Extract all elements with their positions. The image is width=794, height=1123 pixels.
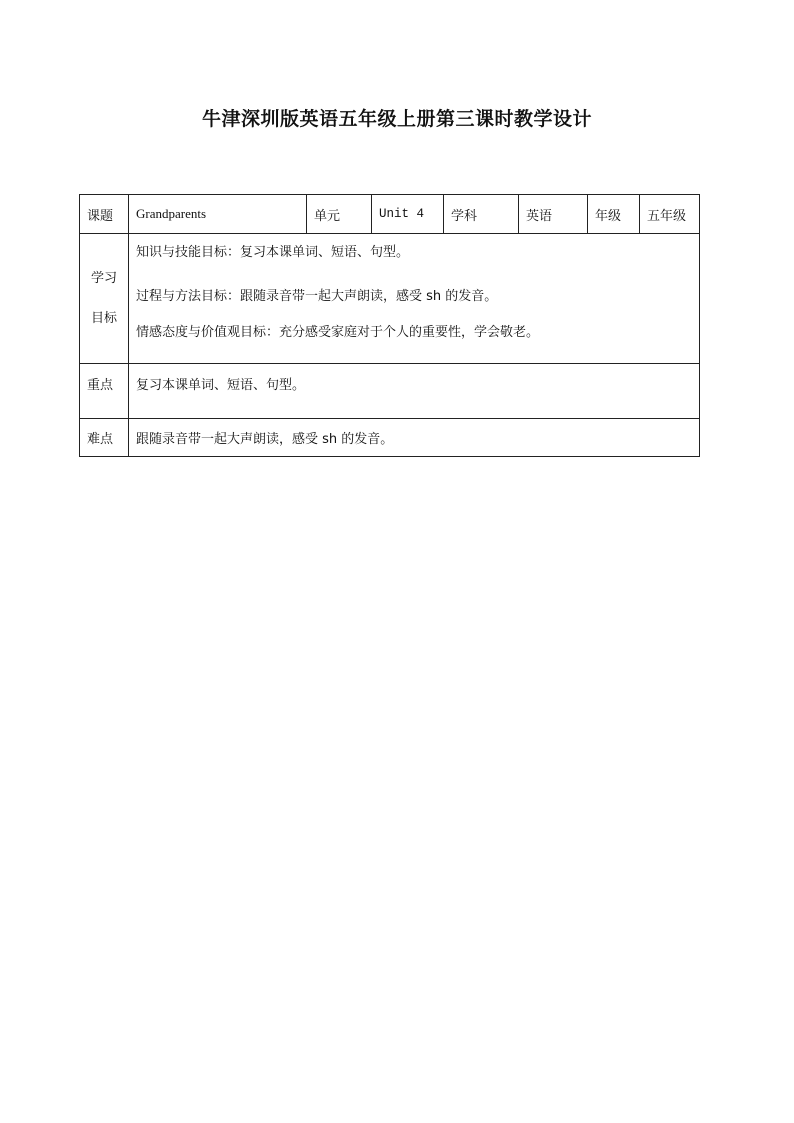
goal-knowledge: 知识与技能目标：复习本课单词、短语、句型。 bbox=[136, 245, 410, 260]
lesson-plan-table bbox=[79, 194, 700, 457]
goals-label-line1: 学习 bbox=[90, 270, 117, 286]
key-points-value: 复习本课单词、短语、句型。 bbox=[129, 364, 700, 419]
grade-label: 年级 bbox=[588, 195, 640, 234]
document-title: 牛津深圳版英语五年级上册第三课时教学设计 bbox=[201, 108, 592, 130]
subject-label: 学科 bbox=[444, 195, 519, 234]
goals-label-line2: 目标 bbox=[90, 310, 117, 326]
goals-content bbox=[129, 234, 700, 364]
topic-label: 课题 bbox=[80, 195, 129, 234]
grade-value: 五年级 bbox=[640, 195, 700, 234]
table-row-key-points bbox=[80, 364, 700, 419]
table-row-goals bbox=[80, 234, 700, 364]
goal-process: 过程与方法目标：跟随录音带一起大声朗读，感受 sh 的发音。 bbox=[136, 289, 498, 304]
subject-value: 英语 bbox=[519, 195, 588, 234]
unit-value: Unit 4 bbox=[372, 195, 444, 234]
table-row-difficulties bbox=[80, 419, 700, 457]
unit-label: 单元 bbox=[307, 195, 372, 234]
goal-emotion: 情感态度与价值观目标：充分感受家庭对于个人的重要性，学会敬老。 bbox=[136, 325, 540, 340]
key-points-label: 重点 bbox=[80, 364, 129, 419]
topic-value: Grandparents bbox=[129, 195, 307, 234]
difficulties-value: 跟随录音带一起大声朗读，感受 sh 的发音。 bbox=[129, 419, 700, 457]
difficulties-label: 难点 bbox=[80, 419, 129, 457]
table-row-header bbox=[80, 195, 700, 234]
goals-label bbox=[80, 234, 129, 364]
